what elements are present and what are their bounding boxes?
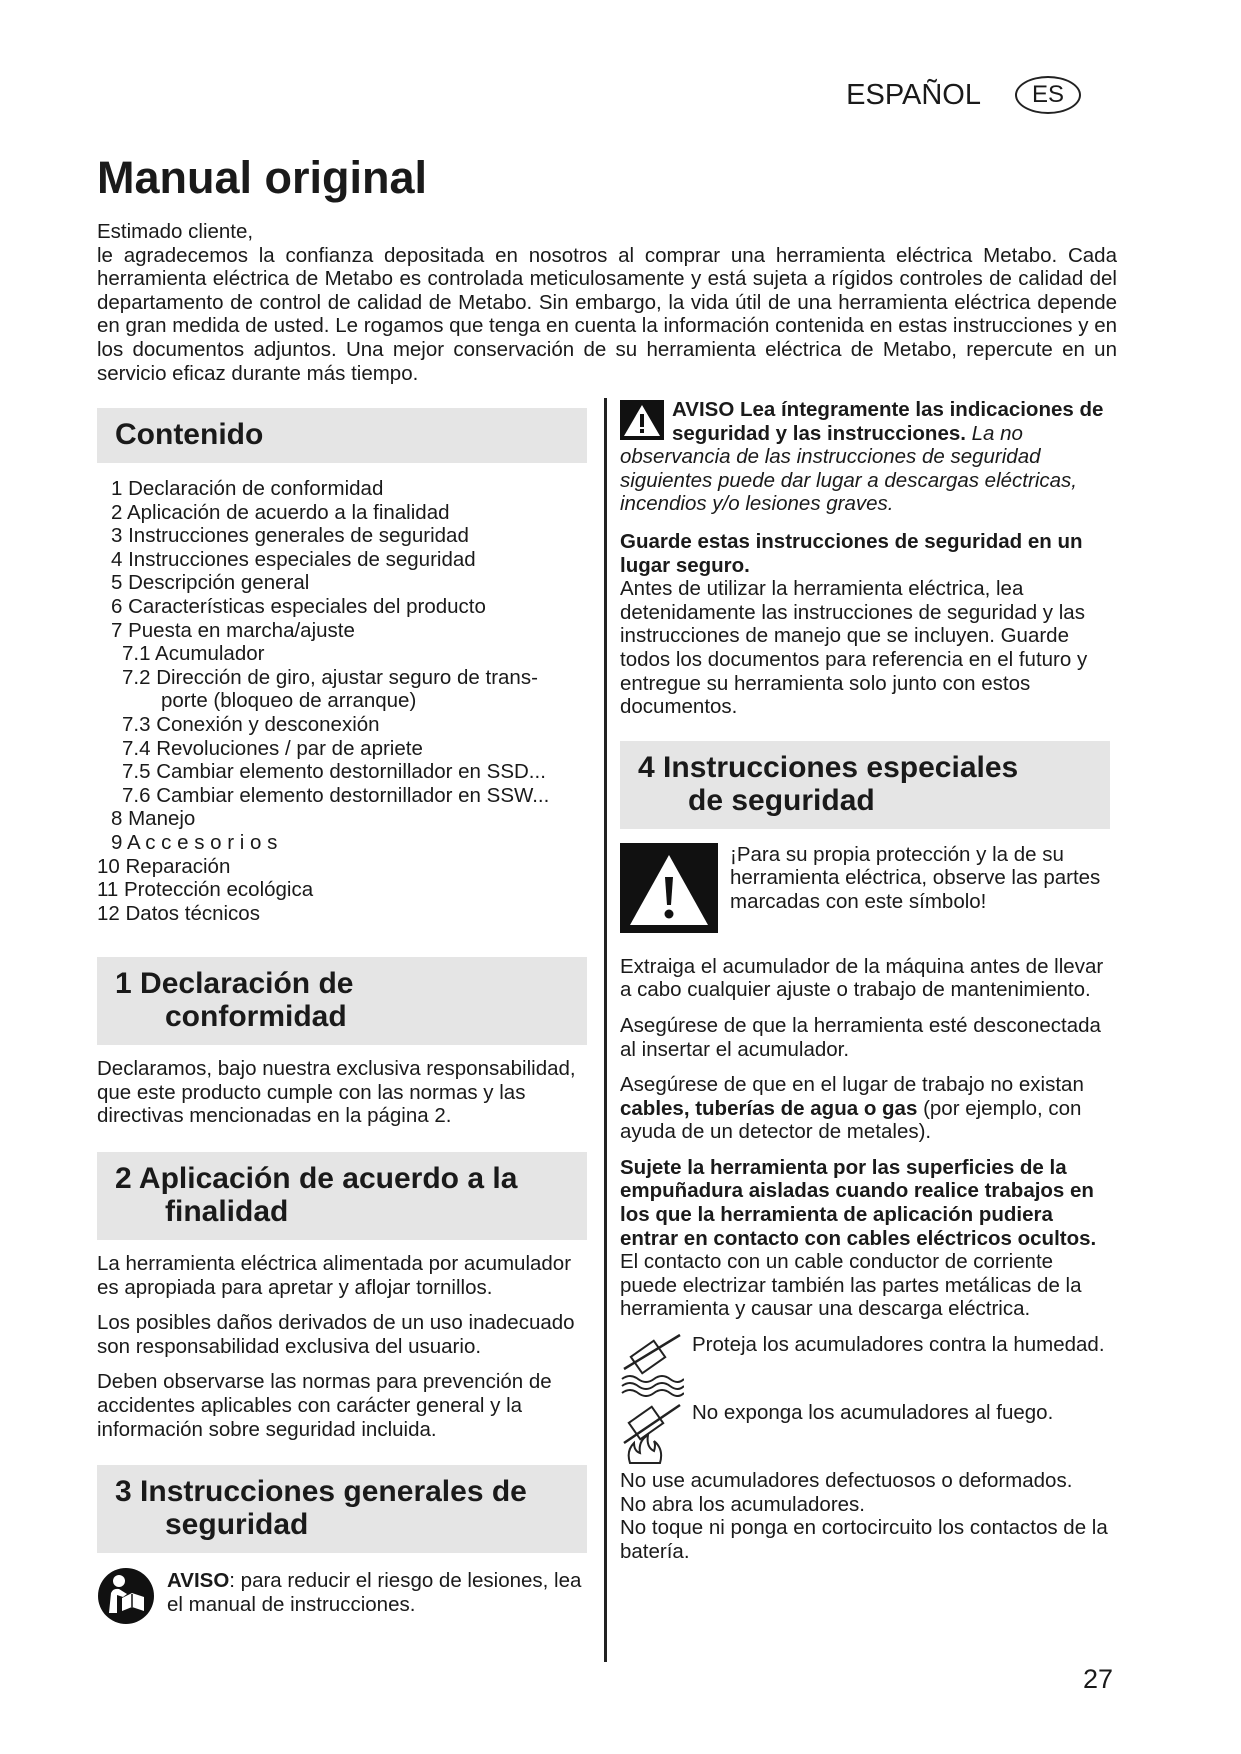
- language-label: ESPAÑOL: [846, 78, 981, 111]
- section-1-title: Declaración de: [140, 967, 354, 1001]
- para-5-line-3: No toque ni ponga en cortocircuito los contactos de la batería.: [620, 1516, 1108, 1563]
- fire-text: No exponga los acumuladores al fuego.: [692, 1401, 1054, 1425]
- toc-item[interactable]: 10 Reparación: [97, 854, 231, 878]
- toc-item[interactable]: 3 Instrucciones generales de seguridad: [111, 524, 469, 548]
- section-4-heading: [620, 741, 1110, 829]
- section-3-heading: [97, 1465, 587, 1553]
- section-2-para-1: La herramienta eléctrica alimentada por acumulador es apropiada para apretar y aflojar tornillos.: [97, 1252, 572, 1299]
- section-2-para-3: Deben observarse las normas para prevención de accidentes aplicables con carácter general y la información sobre seguridad incluida.: [97, 1370, 552, 1441]
- toc-item[interactable]: porte (bloqueo de arranque): [161, 689, 417, 713]
- aviso-text: : para reducir el riesgo de lesiones, lea el manual de instrucciones.: [167, 1569, 582, 1616]
- section-2-heading: [97, 1152, 587, 1240]
- no-moisture-icon: [620, 1333, 684, 1397]
- column-divider: [604, 398, 607, 1662]
- symbol-text: ¡Para su propia protección y la de su herramienta eléctrica, observe las partes marcadas con este símbolo!: [730, 842, 1101, 913]
- intro-body: le agradecemos la confianza depositada en nosotros al comprar una herramienta eléctrica Metabo. Cada herramienta eléctrica de Metabo es controlada meticulosamente y está sujeta a rígidos controles de calidad del departamento de control de calidad de Metabo. Sin embargo, la vida útil de una herramienta eléctrica depende en gran medida de usted. Le rogamos que tenga en cuenta la información contenida en estas instrucciones y en los documentos adjuntos. Una mejor conservación de su herramienta eléctrica de Metabo, repercute en un servicio eficaz durante más tiempo.: [97, 243, 1117, 385]
- page-number: 27: [1082, 1664, 1113, 1694]
- section-4-title-cont: de seguridad: [688, 783, 875, 817]
- read-manual-icon: [97, 1567, 155, 1625]
- language-header: [846, 76, 1081, 114]
- section-2-title: Aplicación de acuerdo a la: [138, 1162, 518, 1196]
- para-4-text: El contacto con un cable conductor de corriente puede electrizar también las partes metálicas de la herramienta y causar una descarga eléctrica.: [620, 1250, 1082, 1321]
- para-3-bold: cables, tuberías de agua o gas: [620, 1096, 918, 1120]
- toc-item[interactable]: 7.1 Acumulador: [122, 642, 265, 666]
- section-4-para-4: [620, 1156, 1110, 1321]
- contents-heading: Contenido: [97, 408, 587, 463]
- section-3-number: 3: [115, 1475, 132, 1509]
- toc-item[interactable]: 7.6 Cambiar elemento destornillador en SSW...: [122, 783, 550, 807]
- para-5-line-2: No abra los acumuladores.: [620, 1492, 865, 1516]
- left-column: [97, 408, 587, 1625]
- moisture-notice: [620, 1333, 1110, 1397]
- intro-text: [97, 220, 1117, 385]
- fire-notice: [620, 1401, 1110, 1465]
- section-1-title-cont: conformidad: [165, 1000, 347, 1034]
- warning-bold-text: AVISO Lea íntegramente las indicaciones de seguridad y las instrucciones.: [672, 398, 1104, 445]
- para-3-a: Asegúrese de que en el lugar de trabajo no existan: [620, 1073, 1084, 1097]
- section-4-number: 4: [638, 750, 655, 784]
- section-1-number: 1: [115, 967, 132, 1001]
- toc-item[interactable]: 2 Aplicación de acuerdo a la finalidad: [111, 500, 450, 524]
- no-fire-icon: [620, 1401, 684, 1465]
- toc-item[interactable]: 9 A c c e s o r i o s: [111, 830, 278, 854]
- section-3-title-cont: seguridad: [165, 1508, 309, 1542]
- intro-greeting: Estimado cliente,: [97, 220, 254, 243]
- section-3-title: Instrucciones generales de: [140, 1475, 527, 1509]
- aviso-label: AVISO: [167, 1569, 230, 1593]
- section-2-para-2: Los posibles daños derivados de un uso inadecuado son responsabilidad exclusiva del usuario.: [97, 1311, 575, 1358]
- toc-item[interactable]: 7.4 Revoluciones / par de apriete: [122, 736, 423, 760]
- toc-item[interactable]: 5 Descripción general: [111, 571, 310, 595]
- keep-bold: Guarde estas instrucciones de seguridad en un lugar seguro.: [620, 529, 1083, 577]
- warning-italic-text: La no observancia de las instrucciones de seguridad siguientes puede dar lugar a descargas eléctricas, incendios y/o lesiones graves.: [620, 421, 1077, 516]
- right-column: [620, 398, 1110, 1575]
- section-4-para-1: Extraiga el acumulador de la máquina antes de llevar a cabo cualquier ajuste o trabajo de mantenimiento.: [620, 954, 1104, 1002]
- warning-symbol-icon: [620, 843, 718, 933]
- symbol-notice: [620, 843, 1110, 933]
- warning-notice: [620, 398, 1110, 516]
- section-4-para-5: [620, 1469, 1110, 1563]
- para-4-bold: Sujete la herramienta por las superficies de la empuñadura aisladas cuando realice trabajos en los que la herramienta de aplicación pudiera entrar en contacto con cables eléctricos ocultos.: [620, 1155, 1097, 1250]
- keep-instructions-heading: [620, 530, 1110, 577]
- para-5-line-1: No use acumuladores defectuosos o deformados.: [620, 1469, 1073, 1493]
- para-3-b: (por ejemplo, con ayuda de un detector de metales).: [620, 1096, 1082, 1144]
- toc-item[interactable]: 8 Manejo: [111, 807, 196, 831]
- toc-item[interactable]: 7.2 Dirección de giro, ajustar seguro de trans-: [122, 665, 538, 689]
- warning-triangle-icon: [620, 400, 664, 440]
- toc-item[interactable]: 7.5 Cambiar elemento destornillador en SSD...: [122, 760, 546, 784]
- page-title: Manual original: [97, 152, 428, 203]
- toc-item[interactable]: 7 Puesta en marcha/ajuste: [111, 618, 355, 642]
- keep-instructions-body: Antes de utilizar la herramienta eléctrica, lea detenidamente las instrucciones de seguridad y las instrucciones de manejo que se incluyen. Guarde todos los documentos para referencia en el futuro y entregue su herramienta solo junto con estos documentos.: [620, 577, 1088, 719]
- table-of-contents: [97, 477, 587, 925]
- section-1-heading: [97, 957, 587, 1045]
- moisture-text: Proteja los acumuladores contra la humedad.: [692, 1333, 1105, 1357]
- language-badge: ES: [1015, 76, 1081, 114]
- section-4-title: Instrucciones especiales: [663, 750, 1019, 784]
- toc-item[interactable]: 4 Instrucciones especiales de seguridad: [111, 547, 476, 571]
- section-2-number: 2: [115, 1162, 132, 1196]
- read-manual-notice: [97, 1567, 587, 1625]
- toc-item[interactable]: 11 Protección ecológica: [97, 878, 314, 902]
- section-4-para-3: [620, 1073, 1110, 1144]
- toc-item[interactable]: 6 Características especiales del producto: [111, 594, 486, 618]
- toc-item[interactable]: 7.3 Conexión y desconexión: [122, 712, 380, 736]
- toc-item[interactable]: 12 Datos técnicos: [97, 901, 260, 925]
- toc-item[interactable]: 1 Declaración de conformidad: [111, 477, 384, 500]
- section-1-body: Declaramos, bajo nuestra exclusiva responsabilidad, que este producto cumple con las normas y las directivas mencionadas en la página 2.: [97, 1057, 576, 1128]
- section-2-title-cont: finalidad: [165, 1195, 289, 1229]
- section-4-para-2: Asegúrese de que la herramienta esté desconectada al insertar el acumulador.: [620, 1013, 1101, 1061]
